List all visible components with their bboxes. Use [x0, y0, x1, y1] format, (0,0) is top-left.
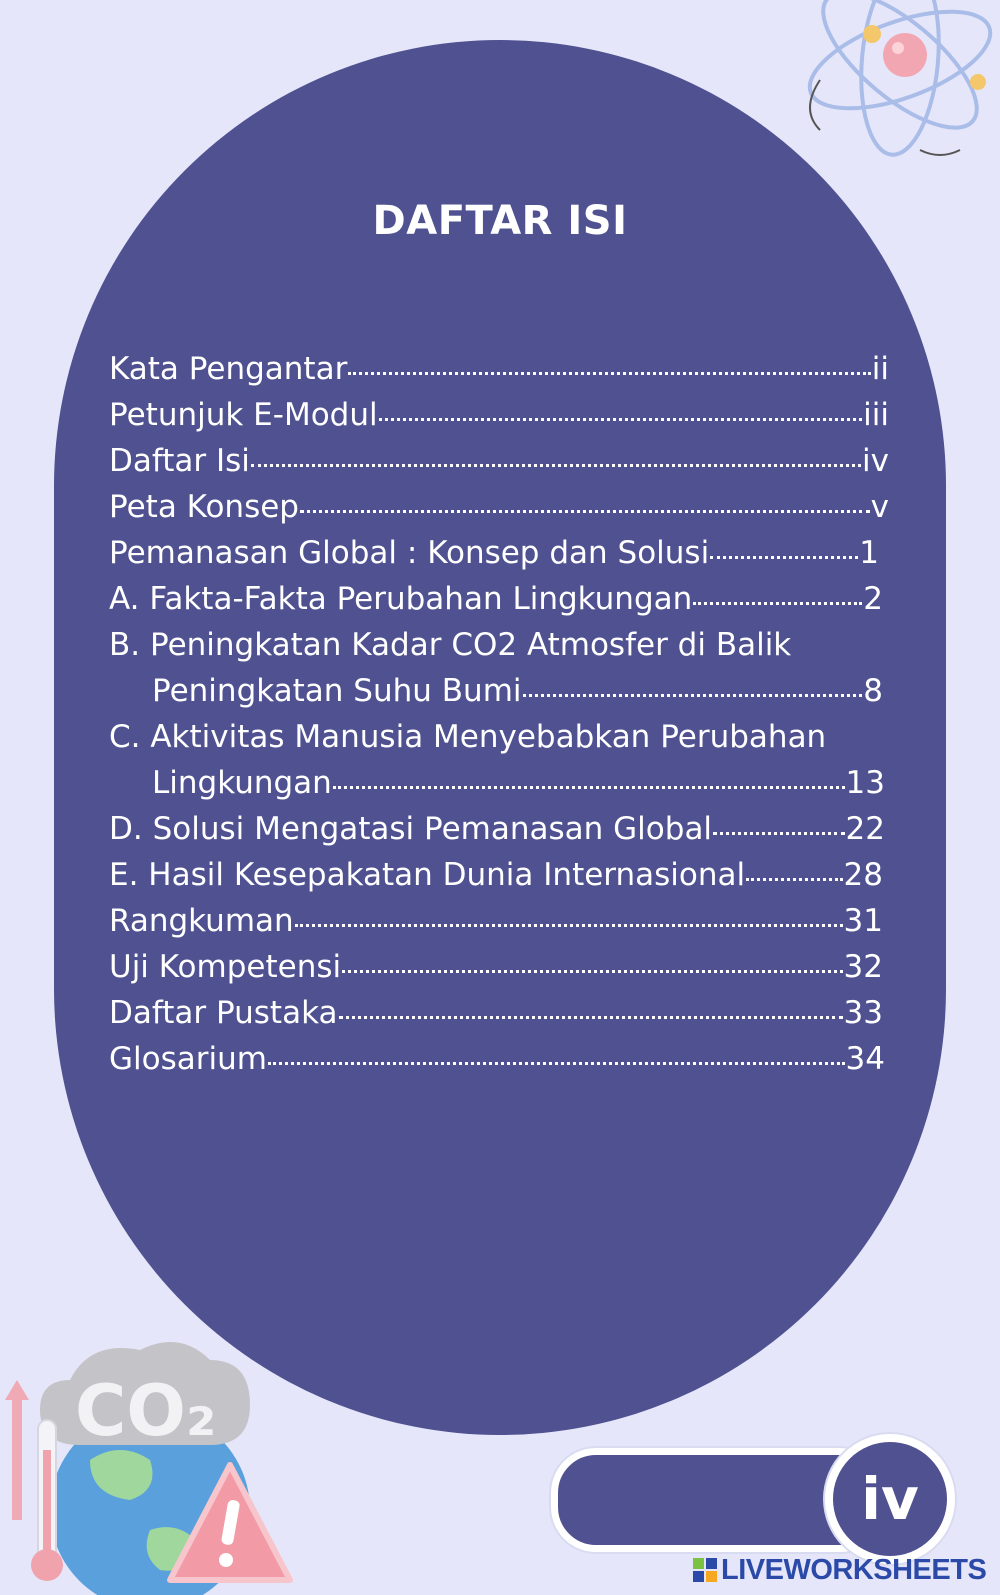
dot-leader [300, 510, 870, 513]
liveworksheets-logo-icon [693, 1558, 717, 1582]
page-number-badge: iv [825, 1434, 955, 1564]
toc-item-label: Kata Pengantar [109, 351, 348, 387]
toc-item-page: ii [871, 351, 889, 387]
toc-item-label: Daftar Isi [109, 443, 250, 479]
dot-leader [333, 786, 845, 789]
toc-item-page: 22 [845, 811, 885, 847]
dot-leader [268, 1062, 845, 1065]
page-title: DAFTAR ISI [372, 198, 628, 244]
dot-leader [295, 924, 843, 927]
toc-item[interactable] [109, 576, 883, 622]
toc-item-label: B. Peningkatan Kadar CO2 Atmosfer di Balik [109, 627, 792, 663]
dot-leader [523, 694, 863, 697]
toc-item-page: 34 [845, 1041, 885, 1077]
co2-earth-icon [0, 1340, 300, 1595]
toc-item[interactable] [109, 622, 883, 714]
toc-item-label-continued: Lingkungan [152, 765, 332, 801]
toc-item-page: 1 [859, 535, 879, 571]
dot-leader [348, 372, 870, 375]
toc-item-page: 32 [843, 949, 883, 985]
toc-item-page: iv [862, 443, 889, 479]
dot-leader [746, 878, 842, 881]
toc-item[interactable] [109, 944, 883, 990]
toc-item-page: 33 [843, 995, 883, 1031]
toc-item[interactable] [109, 438, 889, 484]
toc-item[interactable] [109, 484, 889, 530]
toc-item-label: E. Hasil Kesepakatan Dunia Internasional [109, 857, 746, 893]
dot-leader [693, 602, 862, 605]
toc-item[interactable] [109, 1036, 885, 1082]
toc-item-label: Pemanasan Global : Konsep dan Solusi [109, 535, 710, 571]
toc-item[interactable] [109, 852, 883, 898]
liveworksheets-brand[interactable] [693, 1550, 986, 1590]
toc-item-page: 8 [863, 673, 883, 709]
dot-leader [339, 1016, 843, 1019]
toc-item-page: 31 [843, 903, 883, 939]
toc-item[interactable] [109, 898, 883, 944]
toc-item-label: Uji Kompetensi [109, 949, 342, 985]
toc-item[interactable] [109, 346, 889, 392]
dot-leader [342, 970, 842, 973]
toc-item[interactable] [109, 714, 885, 806]
toc-item-label: A. Fakta-Fakta Perubahan Lingkungan [109, 581, 693, 617]
toc-item[interactable] [109, 990, 883, 1036]
dot-leader [379, 418, 863, 421]
toc-item-label: Rangkuman [109, 903, 294, 939]
toc-item-page: iii [863, 397, 889, 433]
toc-item-label: Daftar Pustaka [109, 995, 338, 1031]
dot-leader [713, 832, 845, 835]
toc-item-label-continued: Peningkatan Suhu Bumi [152, 673, 522, 709]
dot-leader [710, 556, 858, 559]
toc-item-page: 13 [845, 765, 885, 801]
toc-item-page: v [870, 489, 889, 525]
toc-item-page: 2 [863, 581, 883, 617]
toc-item-page: 28 [843, 857, 883, 893]
toc-item[interactable] [109, 806, 885, 852]
toc-item-label: C. Aktivitas Manusia Menyebabkan Perubahan [109, 719, 827, 755]
table-of-contents [109, 346, 889, 1082]
toc-item-label: D. Solusi Mengatasi Pemanasan Global [109, 811, 713, 847]
toc-item-label: Petunjuk E-Modul [109, 397, 378, 433]
co2-label: CO₂ [75, 1370, 217, 1452]
toc-item[interactable] [109, 530, 879, 576]
brand-name: LIVEWORKSHEETS [721, 1553, 987, 1586]
atom-icon [800, 0, 1000, 170]
toc-item[interactable] [109, 392, 889, 438]
toc-item-label: Glosarium [109, 1041, 267, 1077]
toc-item-label: Peta Konsep [109, 489, 299, 525]
dot-leader [251, 464, 861, 467]
